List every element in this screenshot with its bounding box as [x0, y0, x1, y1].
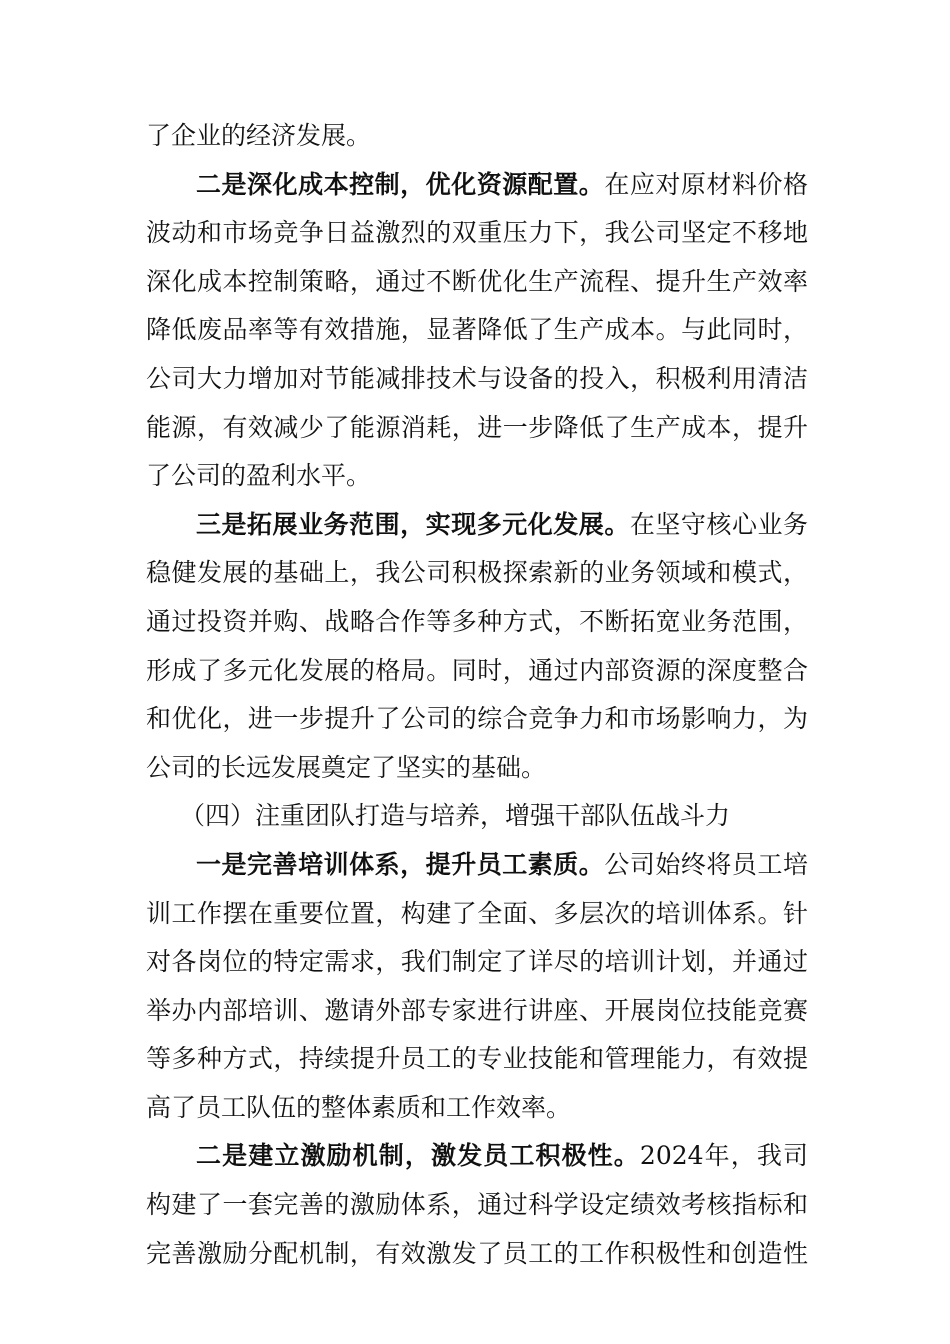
text-line: 降低废品率等有效措施，显著降低了生产成本。与此同时，	[146, 315, 808, 345]
text-line: 公司大力增加对节能减排技术与设备的投入，积极利用清洁	[146, 363, 808, 393]
text-line: 和优化，进一步提升了公司的综合竞争力和市场影响力，为	[146, 704, 808, 734]
text-line: 完善激励分配机制，有效激发了员工的工作积极性和创造性	[146, 1238, 808, 1268]
paragraph-first-line	[146, 1132, 808, 1181]
text-line: 等多种方式，持续提升员工的专业技能和管理能力，有效提	[146, 1044, 808, 1074]
text-line: 对各岗位的特定需求，我们制定了详尽的培训计划，并通过	[146, 947, 808, 977]
text-line: 了企业的经济发展。	[146, 121, 372, 150]
paragraph-lead-bold: 二是深化成本控制，优化资源配置。	[196, 169, 605, 199]
paragraph-first-line	[146, 161, 808, 210]
text-line: 训工作摆在重要位置，构建了全面、多层次的培训体系。针	[146, 898, 808, 928]
section-heading: （四）注重团队打造与培养，增强干部队伍战斗力	[180, 801, 731, 831]
paragraph-lead-rest: 在应对原材料价格	[604, 169, 808, 199]
paragraph-lead-bold: 二是建立激励机制，激发员工积极性。	[196, 1141, 640, 1171]
text-line: 公司的长远发展奠定了坚实的基础。	[146, 752, 547, 782]
text-line: 能源，有效减少了能源消耗，进一步降低了生产成本，提升	[146, 412, 808, 442]
paragraph-lead-rest: 在坚守核心业务	[629, 509, 808, 539]
paragraph-first-line	[146, 841, 808, 890]
paragraph-lead-rest: 2024年，我司	[639, 1141, 808, 1171]
text-line: 举办内部培训、邀请外部专家进行讲座、开展岗位技能竞赛	[146, 995, 808, 1025]
paragraph-lead-bold: 三是拓展业务范围，实现多元化发展。	[196, 509, 630, 539]
text-line: 构建了一套完善的激励体系，通过科学设定绩效考核指标和	[146, 1190, 808, 1220]
text-line: 通过投资并购、战略合作等多种方式，不断拓宽业务范围，	[146, 606, 808, 636]
text-line: 深化成本控制策略，通过不断优化生产流程、提升生产效率	[146, 266, 808, 296]
text-line: 形成了多元化发展的格局。同时，通过内部资源的深度整合	[146, 655, 808, 685]
paragraph-first-line	[146, 501, 808, 550]
text-line: 稳健发展的基础上，我公司积极探索新的业务领域和模式，	[146, 558, 808, 588]
paragraph-lead-bold: 一是完善培训体系，提升员工素质。	[196, 849, 605, 879]
text-line: 了公司的盈利水平。	[146, 461, 372, 491]
text-line: 波动和市场竞争日益激烈的双重压力下，我公司坚定不移地	[146, 218, 808, 248]
paragraph-lead-rest: 公司始终将员工培	[604, 849, 808, 879]
document-page	[146, 112, 808, 1278]
text-line: 高了员工队伍的整体素质和工作效率。	[146, 1092, 572, 1122]
